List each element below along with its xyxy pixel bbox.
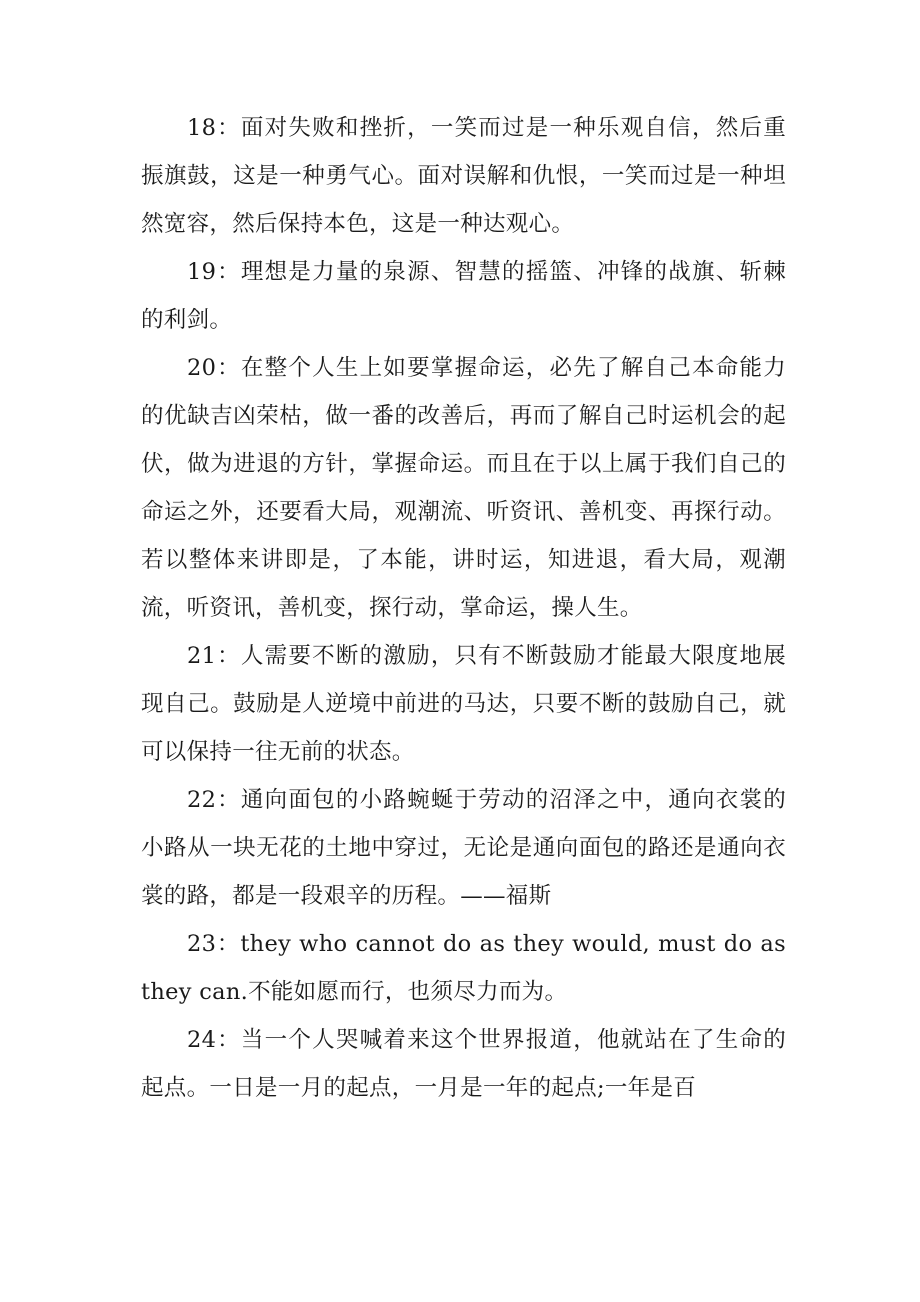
paragraph-20: 20：在整个人生上如要掌握命运，必先了解自己本命能力的优缺吉凶荣枯，做一番的改善后，再而了解自己时运机会的起伏，做为进退的方针，掌握命运。而且在于以上属于我们自己的命运之外，还要看大局，观潮流、听资讯、善机变、再探行动。若以整体来讲即是，了本能，讲时运，知进退，看大局，观潮流，听资讯，善机变，探行动，掌命运，操人生。 [141, 355, 786, 621]
paragraph-19: 19：理想是力量的泉源、智慧的摇篮、冲锋的战旗、斩棘的利剑。 [141, 259, 786, 333]
paragraph-18: 18：面对失败和挫折，一笑而过是一种乐观自信，然后重振旗鼓，这是一种勇气心。面对误解和仇恨，一笑而过是一种坦然宽容，然后保持本色，这是一种达观心。 [141, 115, 786, 237]
paragraph-24: 24：当一个人哭喊着来这个世界报道，他就站在了生命的起点。一日是一月的起点，一月是一年的起点;一年是百 [141, 1027, 786, 1101]
paragraph-23: 23：they who cannot do as they would, must do as they can.不能如愿而行，也须尽力而为。 [141, 931, 786, 1005]
paragraph-21: 21：人需要不断的激励，只有不断鼓励才能最大限度地展现自己。鼓励是人逆境中前进的马达，只要不断的鼓励自己，就可以保持一往无前的状态。 [141, 643, 786, 765]
paragraph-22: 22：通向面包的小路蜿蜒于劳动的沼泽之中，通向衣裳的小路从一块无花的土地中穿过，无论是通向面包的路还是通向衣裳的路，都是一段艰辛的历程。——福斯 [141, 787, 786, 909]
document-body [141, 104, 786, 1112]
